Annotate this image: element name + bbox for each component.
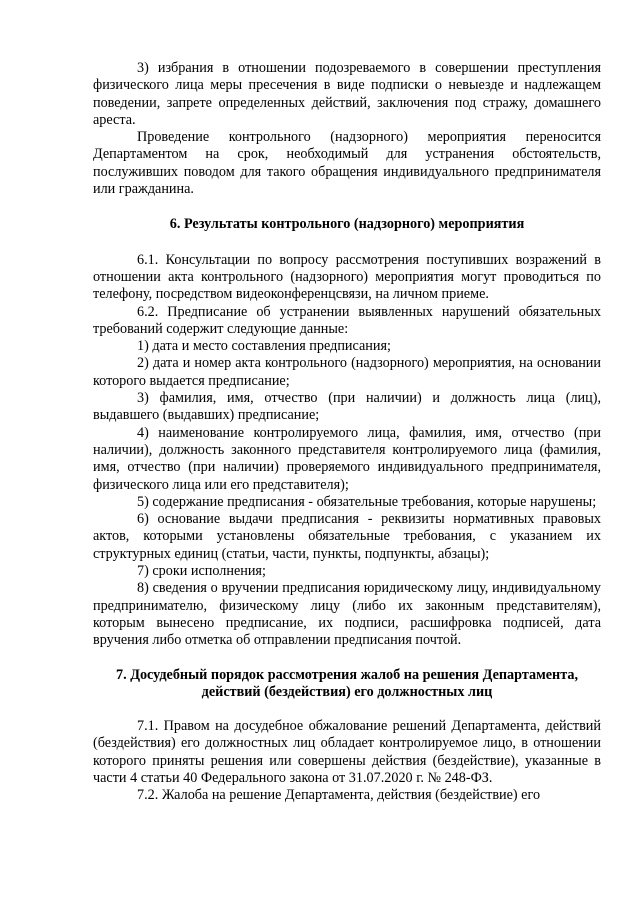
paragraph-7-2: 7.2. Жалоба на решение Департамента, действия (бездействие) его xyxy=(137,787,541,804)
list-item: 7) сроки исполнения; xyxy=(137,563,266,580)
document-page xyxy=(93,60,601,805)
paragraph-6-2: 6.2. Предписание об устранении выявленных нарушений обязательных требований содержит следующие данные: xyxy=(93,303,601,337)
list-item: 4) наименование контролируемого лица, фамилия, имя, отчество (при наличии), должность законного представителя контролируемого лица (фамилия, имя, отчество (при наличии) проверяемого индивидуального предпринимателя, физического лица или его представителя); xyxy=(93,424,601,493)
section-7-heading-line-2: действий (бездействия) его должностных лиц xyxy=(201,683,493,700)
list-item: 5) содержание предписания - обязательные требования, которые нарушены; xyxy=(137,493,597,510)
section-7-heading xyxy=(93,667,601,702)
list-item: 1) дата и место составления предписания; xyxy=(137,338,391,355)
paragraph-item-3: 3) избрания в отношении подозреваемого в совершении преступления физического лица меры пресечения в виде подписки о невыезде и надлежащем поведении, запрете определенных действий, заключения под стражу, домашнего ареста. xyxy=(93,60,601,128)
paragraph-postpone: Проведение контрольного (надзорного) мероприятия переносится Департаментом на срок, необходимый для устранения обстоятельств, послуживших поводом для такого обращения индивидуального предпринимателя или гражданина. xyxy=(93,129,601,198)
list-item: 2) дата и номер акта контрольного (надзорного) мероприятия, на основании которого выдается предписание; xyxy=(93,355,601,389)
paragraph-7-1: 7.1. Правом на досудебное обжалование решений Департамента, действий (бездействия) его должностных лиц обладает контролируемое лицо, в отношении которого приняты решения или совершены действия (бездействие), указанные в части 4 статьи 40 Федерального закона от 31.07.2020 г. № 248-ФЗ. xyxy=(93,718,601,786)
section-6-heading: 6. Результаты контрольного (надзорного) мероприятия xyxy=(169,216,525,233)
list-item: 6) основание выдачи предписания - реквизиты нормативных правовых актов, которыми установлены обязательные требования, с указанием их структурных единиц (статьи, части, пункты, подпункты, абзацы); xyxy=(93,511,601,562)
list-item: 3) фамилия, имя, отчество (при наличии) и должность лица (лиц), выдавшего (выдавших) предписание; xyxy=(93,390,601,424)
section-7-heading-line-1: 7. Досудебный порядок рассмотрения жалоб на решения Департамента, xyxy=(116,666,578,683)
paragraph-6-1: 6.1. Консультации по вопросу рассмотрения поступивших возражений в отношении акта контрольного (надзорного) мероприятия могут проводиться по телефону, посредством видеоконференцсвязи, на личном приеме. xyxy=(93,251,601,303)
list-item: 8) сведения о вручении предписания юридическому лицу, индивидуальному предпринимателю, физическому лицу (либо их законным представителям), которым вынесено предписание, их подписи, расшифровка подписей, дата вручения либо отметка об отправлении предписания почтой. xyxy=(93,580,601,649)
